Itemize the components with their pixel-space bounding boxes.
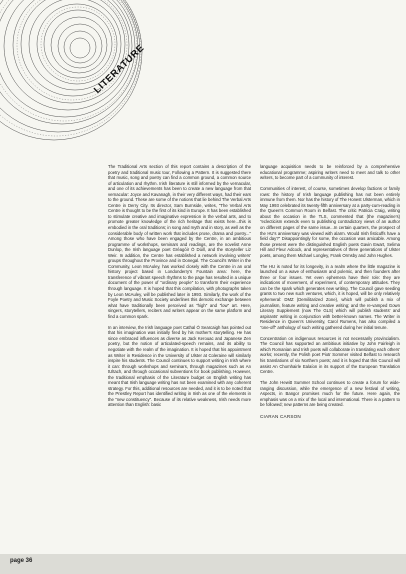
article-paragraph: language acquisition needs to be reinforced by a comprehensive educational programme; aspiring writers need to meet and talk to other writers, to become part of a community of interest. [260, 164, 400, 181]
article-paragraph: The HU is noted for its longevity, in a realm where the little magazine is launched on a wave of enthusiasm and polemic, and then founders after three or four issues. Yet even ephemera have their role: they are indications of movement, of experiment, of contemporary attitudes. They can be the spark which generates new writing. The Council gave seeding grants to two new such ventures, which, it is hoped, will be only relatively ephemeral: DMZ (Demilitarized Zone), which will publish a mix of journalism, feature writing and creative writing; and the re-vamped Gown Literary Supplement (now The GLS) which will publish students' and aspirants' writing in conjunction with better-known names. The Writer in Residence in Queen's University, Carol Rumens, has also compiled a "one-off" anthology of such writing gathered during her initial tenure. [260, 263, 400, 330]
section-title-literature: LITERATURE [92, 42, 147, 96]
article-paragraph: The John Hewitt Summer School continues to create a forum for wide-ranging discussion, while the emergence of a new festival of writing, Aspects, in Bangor promises much for the future. Here again, the emphasis was on a mix of the local and international. There is a pattern to be followed; new patterns are being created. [260, 380, 400, 408]
page-number: page 36 [10, 558, 33, 564]
article-column-left [108, 164, 251, 408]
article-paragraph: Concentration on indigenous resources is not necessarily provincialism. The Council has supported an ambitious initiative by John Fairleigh in which Romanian and Irish poets will collaborate in translating each others' works; recently, the Polish poet Piotr Sommer visited Belfast to research his translations of six Northern poets; and it is hoped that this Council will assist An Chomhairle Ealaíon in its support of the European Translation Centre. [260, 335, 400, 375]
spiral-graphic-icon [0, 0, 172, 165]
article-paragraph: In an interview, the Irish language poet Cathal Ó Searcaigh has pointed out that his imagination was initially fired by his mother's storytelling. He has since embraced influences as diverse as Jack Kerouac and Japanese Zen poetry, but the notion of articulated-speech remains, and its ability to negotiate with the realm of the imagination. It is hoped that his appointment as Writer in Residence in the University of Ulster at Coleraine will similarly inspire his students. The Council continues to support writing in Irish where it can: through workshops and seminars, through magazines such as An tUltach, and through occasional subventions for book publishing. However, the traditional emphasis of the Literature budget on English writing has meant that Irish language writing has not been examined with any coherent strategy. For this, additional resources are needed, and it is to be noted that the Priestley Report has identified writing in Irish as one of the elements in the "new constituency". Because of its relative weakness, Irish needs more attention than English: basic [108, 324, 251, 408]
article-paragraph: The Traditional Arts section of this report contains a description of the poetry and traditional music tour, Following a Pattern. It is suggested there that music, song and poetry can find a common ground, a common source of articulation and rhythm. Irish literature is still informed by the vernacular, and one of its achievements has been to create a new language from that vernacular: Joyce and Kavanagh, in their very different ways, had their ears to the ground. These are some of the notions that lie behind The Verbal Arts Centre in Derry City. Its director, Sam Burnside, writes, "The Verbal Arts Centre is thought to be the first of its kind in Europe. It has been established to stimulate creative and imaginative expression in the verbal arts, and to promote greater knowledge of the rich heritage that exists here...this is embodied in the oral traditions; in song and myth and in story, as well as the considerable body of written work that includes prose, drama and poetry..." Among those who have been engaged by the Centre, in an ambitious programme of workshops, seminars and readings, are the novelist Anne Dunlop, the Irish language poet Gréagóir Ó Dúill, and the storyteller Liz Weir. In addition, the Centre has established a network involving writers' groups throughout the Province and in Donegal. The Council's Writer in the Community, Leon McAuley, has worked closely with the Centre in an oral history project based in Londonderry's Fountain area: here, the transference of vibrant speech rhythms to the page has resulted in a unique document of the power of "ordinary people" to transform their experience through language. It is hoped that this compilation, with photographs taken by Leon McAuley, will be published later in 1993. Similarly, the work of the Foyle Poetry and Music Society underlines this demotic exchange between what have traditionally been perceived as "high" and "low" art. Here, singers, storytellers, reciters and writers appear on the same platform and find a common spark. [108, 164, 251, 319]
article-column-right [260, 164, 400, 419]
author-signature: CIARAN CARSON [260, 413, 301, 419]
article-paragraph: Communities of interest, of course, sometimes develop factions or family rows: the history of Irish language publishing has not been entirely immune from them. Nor has the history of The Honest Ulsterman, which in May 1993 celebrated its twenty-fifth anniversary at a party-cum-reading in the Queen's Common Room in Belfast. The critic Patricia Craig, writing about the occasion in the TLS, commented that (the magazine's) "eclecticism extends even to publishing contradictory views of an author on different pages of the same issue...In certain quarters, the prospect of the HU's anniversary was viewed with alarm. Would Irish fisticuffs have a field day?" Disappointingly for some, the occasion was amicable. Among those present were the distinguished English poets Gavin Ewart, Selima Hill and Fleur Adcock, and representatives of three generations of Ulster poets, among them Michael Longley, Frank Ormsby and John Hughes. [260, 186, 400, 258]
spiral-decoration [0, 0, 172, 165]
page-footer [0, 554, 406, 574]
